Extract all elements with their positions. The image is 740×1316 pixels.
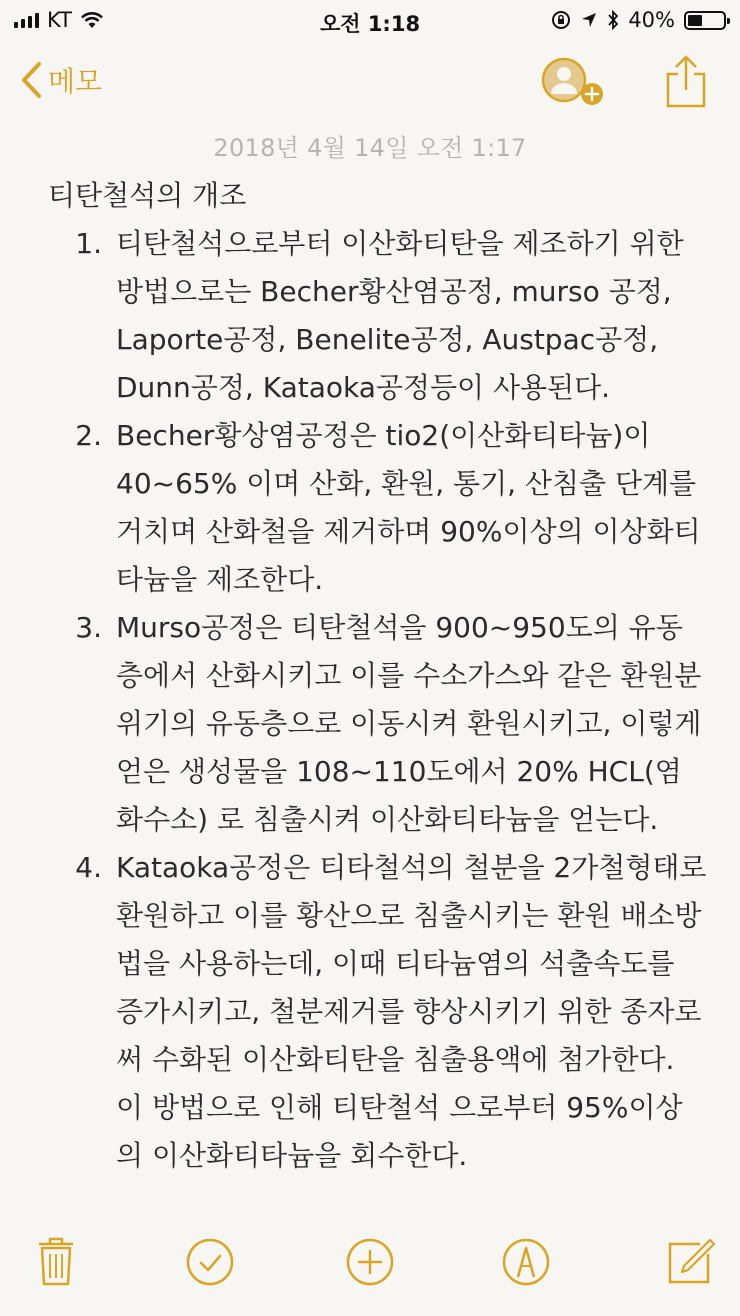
delete-button[interactable] — [26, 1232, 86, 1292]
battery-percent: 40% — [628, 8, 675, 32]
list-item — [48, 844, 708, 1180]
list-item-text: Murso공정은 티탄철석을 900~950도의 유동층에서 산화시키고 이를 수소가스와 같은 환원분위기의 유동층으로 이동시켜 환원시키고, 이렇게 얻은 생성물을 108~110도에서 20% HCL(염화수소) 로 침출시켜 이산화티타늄을 얻는다. — [116, 611, 702, 836]
pen-circle-icon — [496, 1232, 556, 1292]
list-item-number: 1. — [75, 227, 102, 260]
list-item — [48, 604, 708, 844]
list-item-number: 4. — [75, 851, 102, 884]
note-date: 2018년 4월 14일 오전 1:17 — [213, 134, 527, 162]
list-item-number: 3. — [75, 611, 102, 644]
list-item — [48, 412, 708, 604]
checklist-button[interactable] — [180, 1232, 240, 1292]
compose-button[interactable] — [660, 1232, 720, 1292]
note-body[interactable] — [48, 172, 708, 1180]
list-item-text: 티탄철석으로부터 이산화티탄을 제조하기 위한 방법으로는 Becher황산염공정, murso 공정, Laporte공정, Benelite공정, Austpac공정, Dunn공정, Kataoka공정등이 사용된다. — [116, 227, 684, 404]
add-person-icon — [540, 56, 610, 110]
nav-bar — [0, 50, 740, 120]
add-people-button[interactable] — [540, 56, 610, 114]
location-icon — [580, 11, 598, 29]
back-button[interactable] — [20, 60, 102, 100]
battery-icon — [684, 11, 726, 30]
status-time: 오전 1:18 — [319, 12, 421, 36]
add-button[interactable] — [340, 1232, 400, 1292]
carrier-label: KT — [47, 8, 72, 32]
battery-fill — [688, 15, 702, 26]
compose-icon — [660, 1232, 720, 1292]
bottom-toolbar — [0, 1232, 740, 1302]
trash-icon — [26, 1232, 86, 1292]
sketch-button[interactable] — [496, 1232, 556, 1292]
note-title: 티탄철석의 개조 — [48, 179, 247, 212]
chevron-left-icon — [20, 61, 42, 99]
plus-circle-icon — [340, 1232, 400, 1292]
list-item — [48, 220, 708, 412]
back-label: 메모 — [48, 65, 103, 98]
list-item-text: Kataoka공정은 티타철석의 철분을 2가철형태로 환원하고 이를 황산으로 침출시키는 환원 배소방법을 사용하는데, 이때 티타늄염의 석출속도를 증가시키고, 철분제거를 향상시키기 위한 종자로써 수화된 이산화티탄을 침출용액에 첨가한다. 이 방법으로 인해 티탄철석 으로부터 95%이상의 이산화티타늄을 회수한다. — [116, 851, 707, 1172]
list-item-text: Becher황상염공정은 tio2(이산화티타늄)이 40~65% 이며 산화, 환원, 통기, 산침출 단계를 거치며 산화철을 제거하며 90%이상의 이상화티타늄을 제조한다. — [116, 419, 701, 596]
orientation-lock-icon — [551, 10, 571, 30]
status-right — [551, 8, 726, 32]
numbered-list — [48, 220, 708, 1180]
bluetooth-icon — [607, 10, 619, 30]
share-button[interactable] — [662, 54, 710, 114]
list-item-number: 2. — [75, 419, 102, 452]
checkmark-circle-icon — [180, 1232, 240, 1292]
share-icon — [662, 54, 710, 110]
status-bar — [0, 0, 740, 40]
